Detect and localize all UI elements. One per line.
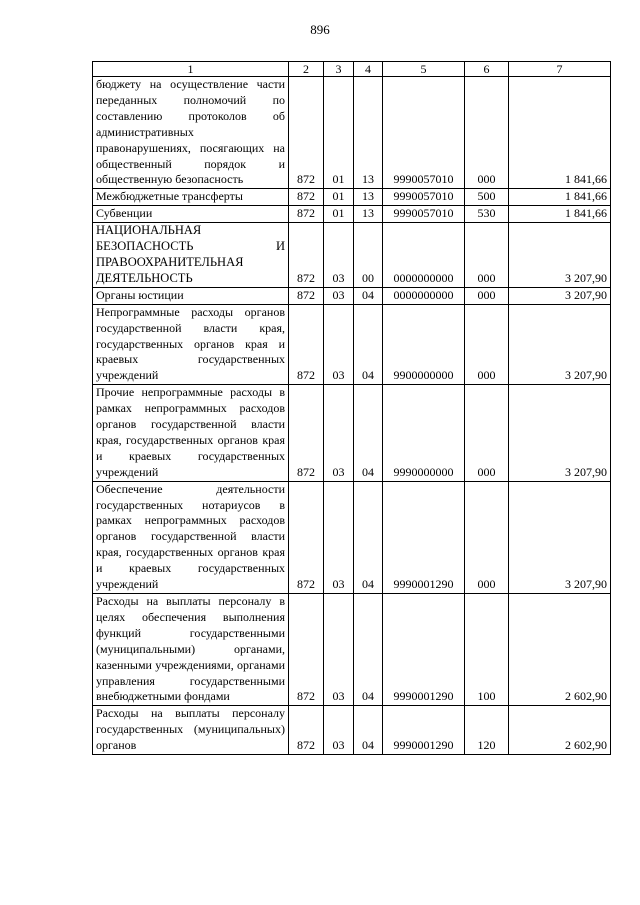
row-section: 03 <box>324 223 354 288</box>
row-section: 03 <box>324 287 354 304</box>
row-amount: 3 207,90 <box>509 304 611 385</box>
header-cell-2: 2 <box>289 62 324 77</box>
row-name: Субвенции <box>93 206 289 223</box>
page-number: 896 <box>310 22 330 37</box>
row-grbs: 872 <box>289 77 324 189</box>
header-cell-5: 5 <box>383 62 465 77</box>
table-row <box>93 481 611 593</box>
row-subsection: 13 <box>354 189 383 206</box>
table-row <box>93 206 611 223</box>
row-amount: 3 207,90 <box>509 223 611 288</box>
row-subsection: 04 <box>354 706 383 755</box>
row-target-article: 9990057010 <box>383 77 465 189</box>
row-grbs: 872 <box>289 594 324 706</box>
row-amount: 3 207,90 <box>509 287 611 304</box>
row-section: 01 <box>324 206 354 223</box>
row-subsection: 04 <box>354 385 383 481</box>
row-section: 03 <box>324 481 354 593</box>
row-amount: 3 207,90 <box>509 385 611 481</box>
row-grbs: 872 <box>289 206 324 223</box>
row-expense-type: 100 <box>465 594 509 706</box>
row-expense-type: 000 <box>465 287 509 304</box>
row-amount: 3 207,90 <box>509 481 611 593</box>
header-cell-1: 1 <box>93 62 289 77</box>
row-section: 03 <box>324 385 354 481</box>
row-name: Расходы на выплаты персоналу в целях обеспечения выполнения функций государственными (муниципальными) органами, казенными учреждениями, органами управления государственными внебюджетными фондами <box>93 594 289 706</box>
row-subsection: 04 <box>354 481 383 593</box>
row-expense-type: 000 <box>465 385 509 481</box>
row-amount: 1 841,66 <box>509 189 611 206</box>
table-row <box>93 385 611 481</box>
row-target-article: 9990001290 <box>383 594 465 706</box>
row-target-article: 9990057010 <box>383 206 465 223</box>
table-row <box>93 77 611 189</box>
row-amount: 1 841,66 <box>509 206 611 223</box>
row-expense-type: 500 <box>465 189 509 206</box>
budget-table <box>92 61 611 755</box>
row-name: Непрограммные расходы органов государственной власти края, государственных органов края и краевых государственных учреждений <box>93 304 289 385</box>
row-grbs: 872 <box>289 304 324 385</box>
row-subsection: 13 <box>354 206 383 223</box>
row-amount: 1 841,66 <box>509 77 611 189</box>
table-row <box>93 189 611 206</box>
row-target-article: 9900000000 <box>383 304 465 385</box>
table-row <box>93 594 611 706</box>
table-row <box>93 223 611 288</box>
row-subsection: 04 <box>354 594 383 706</box>
row-grbs: 872 <box>289 706 324 755</box>
row-expense-type: 000 <box>465 223 509 288</box>
row-target-article: 9990001290 <box>383 481 465 593</box>
row-section: 01 <box>324 77 354 189</box>
table-row <box>93 304 611 385</box>
row-subsection: 04 <box>354 287 383 304</box>
row-section: 03 <box>324 304 354 385</box>
header-cell-7: 7 <box>509 62 611 77</box>
row-expense-type: 000 <box>465 304 509 385</box>
row-target-article: 9990057010 <box>383 189 465 206</box>
row-name: Прочие непрограммные расходы в рамках непрограммных расходов органов государственной власти края, государственных органов края и краевых государственных учреждений <box>93 385 289 481</box>
row-amount: 2 602,90 <box>509 706 611 755</box>
row-target-article: 9990000000 <box>383 385 465 481</box>
row-expense-type: 120 <box>465 706 509 755</box>
table-row <box>93 287 611 304</box>
row-subsection: 13 <box>354 77 383 189</box>
row-target-article: 0000000000 <box>383 287 465 304</box>
row-section: 01 <box>324 189 354 206</box>
header-cell-4: 4 <box>354 62 383 77</box>
row-grbs: 872 <box>289 287 324 304</box>
row-expense-type: 530 <box>465 206 509 223</box>
row-subsection: 00 <box>354 223 383 288</box>
header-cell-3: 3 <box>324 62 354 77</box>
row-grbs: 872 <box>289 481 324 593</box>
row-section: 03 <box>324 594 354 706</box>
row-amount: 2 602,90 <box>509 594 611 706</box>
row-expense-type: 000 <box>465 481 509 593</box>
row-name: Обеспечение деятельности государственных нотариусов в рамках непрограммных расходов органов государственной власти края, государственных органов края и краевых государственных учреждений <box>93 481 289 593</box>
row-grbs: 872 <box>289 189 324 206</box>
row-expense-type: 000 <box>465 77 509 189</box>
row-name: бюджету на осуществление части переданных полномочий по составлению протоколов об административных правонарушениях, посягающих на общественный порядок и общественную безопасность <box>93 77 289 189</box>
row-name: Органы юстиции <box>93 287 289 304</box>
row-subsection: 04 <box>354 304 383 385</box>
row-name: НАЦИОНАЛЬНАЯ БЕЗОПАСНОСТЬ И ПРАВООХРАНИТЕЛЬНАЯ ДЕЯТЕЛЬНОСТЬ <box>93 223 289 288</box>
row-target-article: 0000000000 <box>383 223 465 288</box>
header-cell-6: 6 <box>465 62 509 77</box>
table-row <box>93 706 611 755</box>
row-target-article: 9990001290 <box>383 706 465 755</box>
header-row <box>93 62 611 77</box>
row-name: Межбюджетные трансферты <box>93 189 289 206</box>
row-grbs: 872 <box>289 223 324 288</box>
row-section: 03 <box>324 706 354 755</box>
row-grbs: 872 <box>289 385 324 481</box>
row-name: Расходы на выплаты персоналу государственных (муниципальных) органов <box>93 706 289 755</box>
